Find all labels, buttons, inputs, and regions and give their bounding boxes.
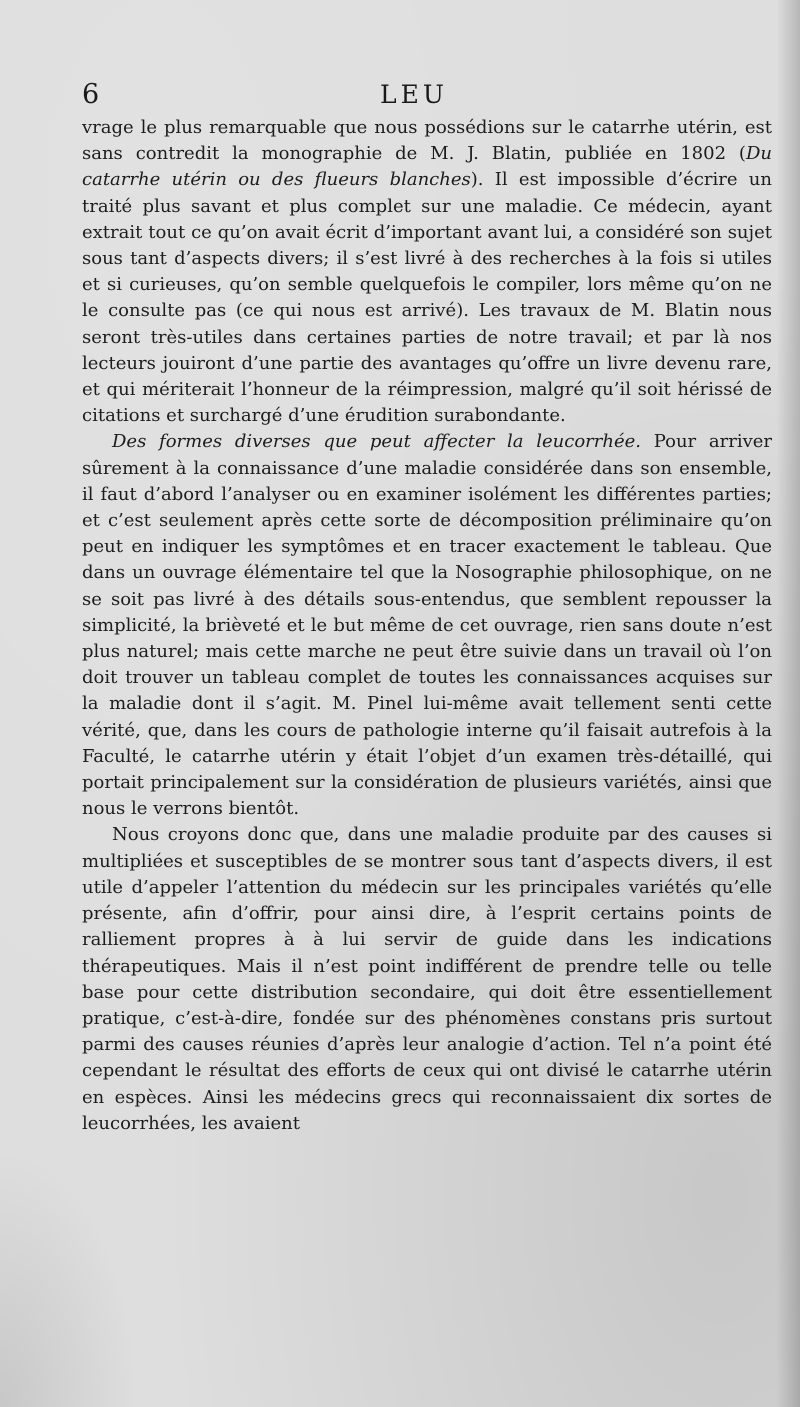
paragraph-2 [82,429,772,822]
paragraph-3 [82,822,772,1136]
paragraph-3-run-1: Nous croyons donc que, dans une maladie produite par des causes si multipliées et susceptibles de se montrer sous tant d’aspects divers, il est utile d’appeler l’attention du médecin sur les principales variétés qu’elle présente, afin d’offrir, pour ainsi dire, à l’esprit certains points de ralliement propres à à lui servir de guide dans les indications thérapeutiques. Mais il n’est point indifférent de prendre telle ou telle base pour cette distribution secondaire, qui doit être essentiellement pratique, c’est-à-dire, fondée sur des phénomènes constans pris surtout parmi des causes réunies d’après leur analogie d’action. Tel n’a point été cependant le résultat des efforts de ceux qui ont divisé le catarrhe utérin en espèces. Ainsi les médecins grecs qui reconnaissaient dix sortes de leucorrhées, les avaient [82,824,772,1134]
page-number: 6 [82,79,100,110]
paragraph-1 [82,115,772,429]
body-text [82,115,772,1137]
section-heading-italic: Des formes diverses que peut affecter la leucorrhée. [112,431,642,453]
paragraph-1-run-3: ). Il est impossible d’écrire un traité plus savant et plus complet sur une maladie. Ce médecin, ayant extrait tout ce qu’on avait écrit d’important avant lui, a considéré son sujet sous tant d’aspects divers; il s’est livré à des recherches à la fois si utiles et si curieuses, qu’on semble quelquefois le compiler, lors même qu’on ne le consulte pas (ce qui nous est arrivé). Les travaux de M. Blatin nous seront très-utiles dans certaines parties de notre travail; et par là nos lecteurs jouiront d’une partie des avantages qu’offre un livre devenu rare, et qui mériterait l’honneur de la réimpression, malgré qu’il soit hérissé de citations et surchargé d’une érudition surabondante. [82,169,772,427]
running-head: LEU [380,80,448,109]
page-header [82,78,772,112]
book-title-citation: Du catarrhe utérin ou des flueurs blanches [82,143,772,191]
paragraph-1-run-1: vrage le plus remarquable que nous possédions sur le catarrhe utérin, est sans contredit la monographie de M. J. Blatin, publiée en 1802 ( [82,117,772,165]
paragraph-2-run-2: Pour arriver sûrement à la connaissance d’une maladie considérée dans son ensemble, il faut d’abord l’analyser ou en examiner isolément les différentes parties; et c’est seulement après cette sorte de décomposition préliminaire qu’on peut en indiquer les symptômes et en tracer exactement le tableau. Que dans un ouvrage élémentaire tel que la Nosographie philosophique, on ne se soit pas livré à des détails sous-entendus, que semblent repousser la simplicité, la brièveté et le but même de cet ouvrage, rien sans doute n’est plus naturel; mais cette marche ne peut être suivie dans un travail où l’on doit trouver un tableau complet de toutes les connaissances acquises sur la maladie dont il s’agit. M. Pinel lui-même avait tellement senti cette vérité, que, dans les cours de pathologie interne qu’il faisait autrefois à la Faculté, le catarrhe utérin y était l’objet d’un examen très-détaillé, qui portait principalement sur la considération de plusieurs variétés, ainsi que nous le verrons bientôt. [82,431,773,820]
